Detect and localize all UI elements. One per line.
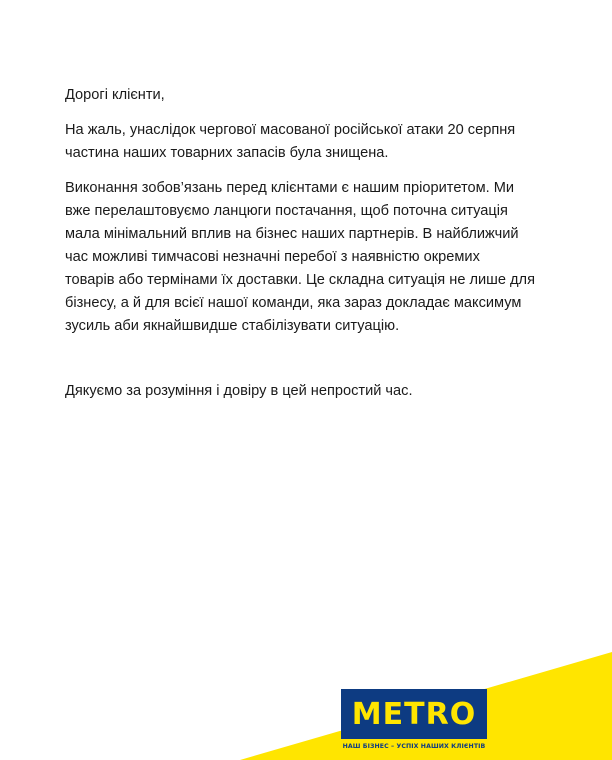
- metro-brand-block: [341, 689, 487, 750]
- paragraph-line: мала мінімальний вплив на бізнес наших партнерів. В найближчий: [65, 226, 519, 242]
- metro-logo: [341, 689, 487, 739]
- paragraph-line: Виконання зобов’язань перед клієнтами є нашим пріоритетом. Ми: [65, 180, 515, 196]
- brand-tagline: НАШ БІЗНЕС – УСПІХ НАШИХ КЛІЄНТІВ: [342, 743, 486, 750]
- paragraph-commitment: [65, 177, 565, 338]
- paragraph-line: бізнесу, а й для всієї нашої команди, яка зараз докладає максимум: [65, 295, 522, 311]
- paragraph-line: товарів або термінами їх доставки. Це складна ситуація не лише для: [65, 272, 535, 288]
- paragraph-line: частина наших товарних запасів була знищена.: [65, 145, 389, 161]
- paragraph-line: вже перелаштовуємо ланцюги постачання, щоб поточна ситуація: [65, 203, 508, 219]
- letter-body: [65, 84, 565, 403]
- paragraph-line: зусиль аби якнайшвидше стабілізувати ситуацію.: [65, 318, 400, 334]
- paragraph-attack-notice: [65, 119, 565, 165]
- closing-line: Дякуємо за розуміння і довіру в цей непростий час.: [65, 383, 413, 399]
- paragraph-line: На жаль, унаслідок чергової масованої російської атаки 20 серпня: [65, 122, 516, 138]
- greeting: Дорогі клієнти,: [65, 87, 165, 103]
- paragraph-line: час можливі тимчасові незначні перебої з наявністю окремих: [65, 249, 480, 265]
- logo-wordmark: METRO: [351, 696, 477, 732]
